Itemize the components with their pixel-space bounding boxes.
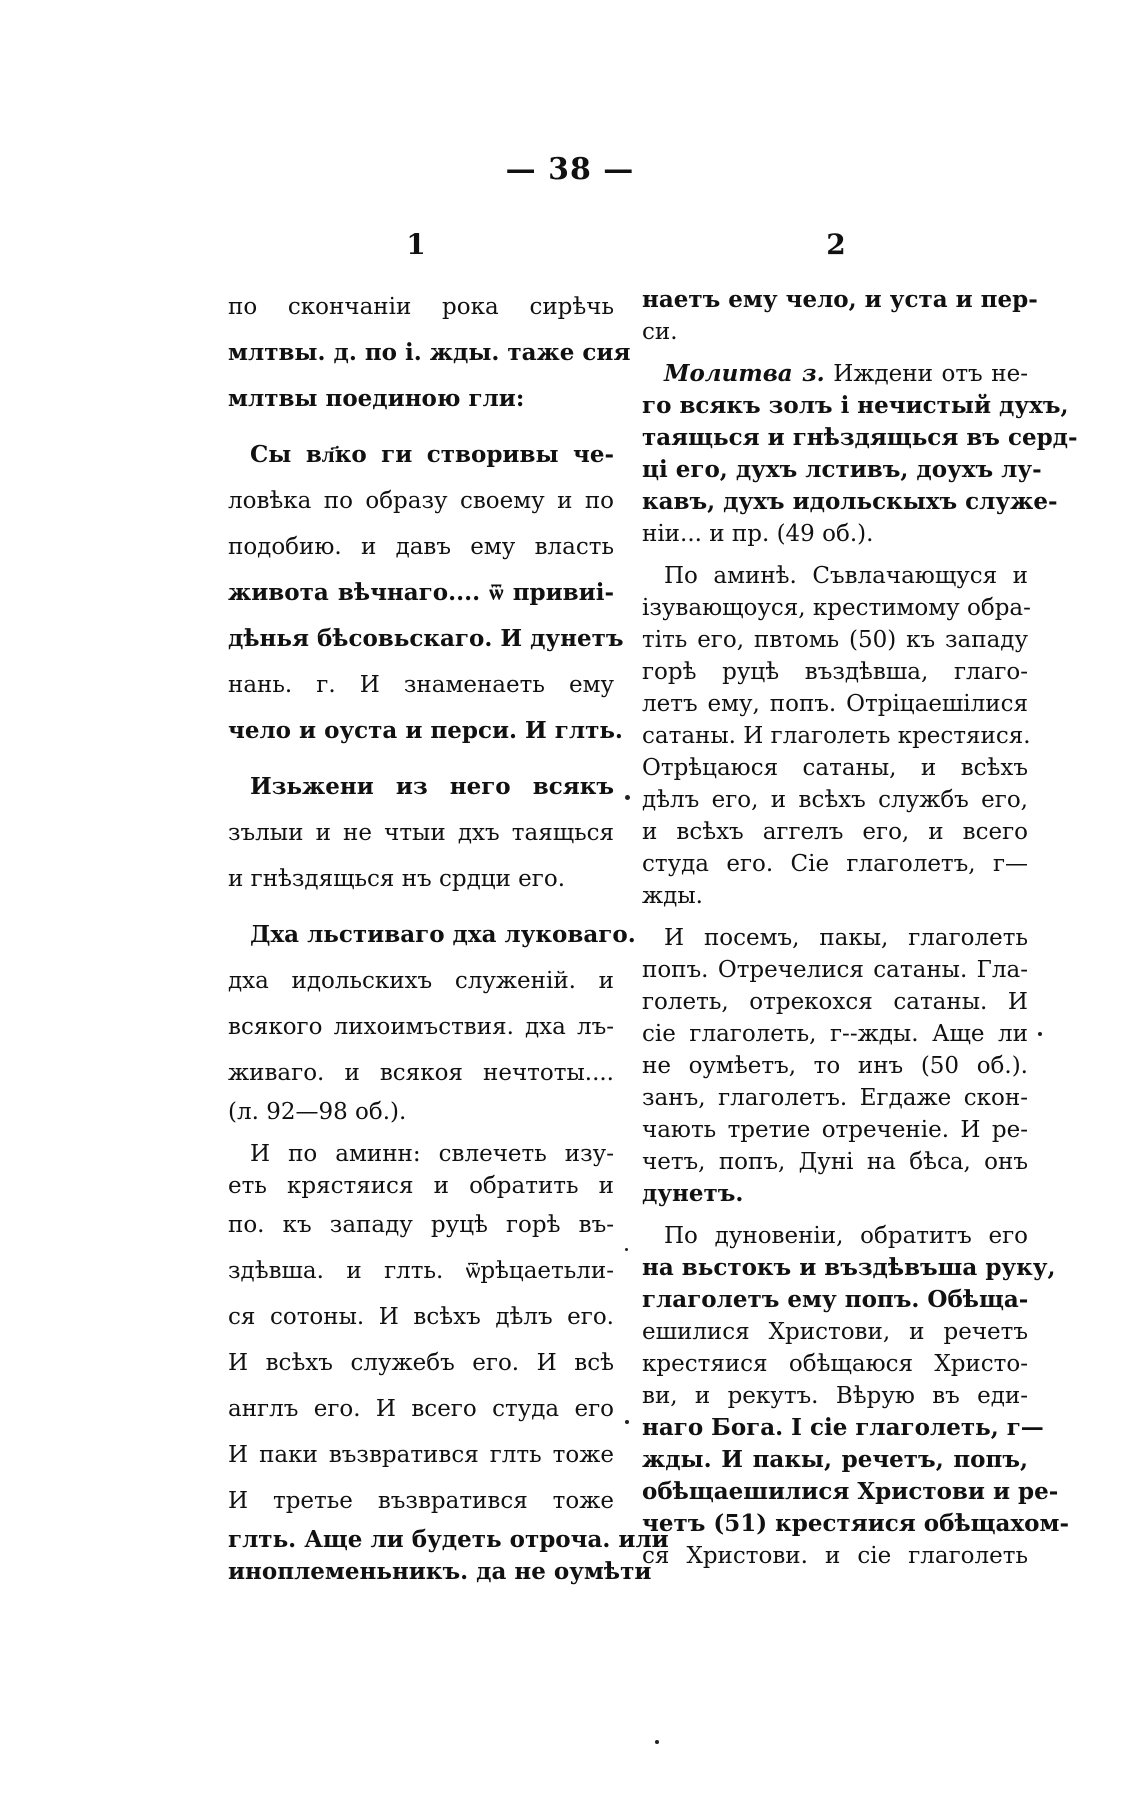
text-line: здѣвша. и глть. ѿрѣцаетьли-: [228, 1258, 614, 1284]
text-line: нань. г. И знаменаеть ему: [228, 672, 614, 698]
text-line: по. къ западу руцѣ горѣ въ-: [228, 1212, 614, 1238]
page-number: — 38 —: [505, 152, 635, 187]
text-line: Отрѣцаюся сатаны, и всѣхъ: [642, 755, 1028, 781]
text-line: ніи... и пр. (49 об.).: [642, 521, 874, 547]
ink-speck: [655, 1740, 659, 1744]
text-line: По дуновеніи, обратитъ его: [664, 1223, 1028, 1249]
text-line: еть крястяися и обратить и: [228, 1173, 614, 1199]
text-line: обѣщаешилися Христови и ре-: [642, 1478, 1059, 1505]
text-line: и всѣхъ аггелъ его, и всего: [642, 819, 1028, 845]
text-line: И паки възвратився глть тоже: [228, 1442, 614, 1468]
text-line: млтвы поединою гли:: [228, 385, 525, 412]
column-2-text: [642, 284, 1078, 1572]
column-1-text: [228, 284, 669, 1588]
text-line: живота вѣчнаго.... ѿ привиі-: [228, 579, 614, 606]
text-line: глть. Аще ли будеть отроча. или: [228, 1526, 669, 1553]
ink-speck: [625, 795, 630, 800]
text-line: зълыи и не чтыи дхъ таящься: [228, 820, 614, 846]
text-line: наго Бога. І сіе глаголеть, г—: [642, 1414, 1044, 1441]
text-line: го всякъ золъ і нечистый духъ,: [642, 392, 1069, 419]
text-line: И третье възвратився тоже: [228, 1488, 614, 1514]
text-line: ловѣка по образу своему и по: [228, 488, 614, 514]
column-number-1: 1: [406, 228, 426, 261]
text-line: По аминѣ. Съвлачающуся и: [664, 563, 1028, 589]
text-line: ся сотоны. И всѣхъ дѣлъ его.: [228, 1304, 614, 1330]
text-line: ці его, духъ лстивъ, доухъ лу-: [642, 456, 1042, 483]
text-line: Молитва з. Иждени отъ не-: [664, 360, 1028, 387]
text-line: наетъ ему чело, и уста и пер-: [642, 286, 1038, 313]
text-line: жды.: [642, 883, 703, 909]
text-line: Дха льстиваго дха луковаго.: [250, 921, 636, 948]
text-line: И всѣхъ служебъ его. И всѣ: [228, 1350, 614, 1376]
text-line: тіть его, пвтомь (50) къ западу: [642, 627, 1028, 653]
ink-speck: [625, 1248, 628, 1251]
text-line: всякого лихоимъствия. дха лъ-: [228, 1014, 614, 1040]
text-line: глаголетъ ему попъ. Обѣща-: [642, 1286, 1029, 1313]
text-line: подобию. и давъ ему власть: [228, 534, 614, 560]
text-line: на вьстокъ и въздѣвъша руку,: [642, 1254, 1056, 1281]
text-line: не оумѣетъ, то инъ (50 об.).: [642, 1053, 1028, 1079]
text-line: ся Христови. и сіе глаголеть: [642, 1543, 1028, 1569]
text-line: дѣлъ его, и всѣхъ службъ его,: [642, 787, 1028, 813]
text-line: занъ, глаголетъ. Егдаже скон-: [642, 1085, 1028, 1111]
text-line: сіе глаголеть, г--жды. Аще ли: [642, 1021, 1028, 1047]
text-line: млтвы. д. по і. жды. таже сия: [228, 339, 631, 366]
text-line: дѣнья бѣсовьскаго. И дунетъ: [228, 625, 624, 652]
text-line: И по аминн: свлечеть изу-: [250, 1141, 614, 1167]
text-line: по скончаніи рока сирѣчь: [228, 294, 614, 320]
text-line: попъ. Отречелися сатаны. Гла-: [642, 957, 1028, 983]
text-line: дха идольскихъ служеній. и: [228, 968, 614, 994]
text-line: кавъ, духъ идольскыхъ служе-: [642, 488, 1058, 515]
text-line: и гнѣздящься нъ срдци его.: [228, 866, 566, 892]
text-line: горѣ руцѣ въздѣвша, глаго-: [642, 659, 1028, 685]
text-line: ви, и рекутъ. Вѣрую въ еди-: [642, 1383, 1028, 1409]
text-line: И посемъ, пакы, глаголеть: [664, 925, 1028, 951]
text-line: чають третие отреченіе. И ре-: [642, 1117, 1028, 1143]
text-line: Сы вл҃ко ги створивы че-: [250, 441, 614, 468]
text-line: (л. 92—98 об.).: [228, 1099, 407, 1125]
text-line: летъ ему, попъ. Отріцаешілися: [642, 691, 1028, 717]
text-line: чело и оуста и перси. И глть.: [228, 717, 623, 744]
column-number-2: 2: [826, 228, 846, 261]
text-line: студа его. Сіе глаголетъ, г—: [642, 851, 1028, 877]
text-line: живаго. и всякоя нечтоты....: [228, 1060, 614, 1086]
ink-speck: [625, 1420, 629, 1424]
text-line: жды. И пакы, речетъ, попъ,: [642, 1446, 1028, 1473]
text-line: четъ (51) крестяися обѣщахом-: [642, 1510, 1070, 1537]
text-line: Изьжени из него всякъ: [250, 773, 614, 800]
text-line: иноплеменьникъ. да не оумѣти: [228, 1558, 652, 1585]
text-line: таящься и гнѣздящься въ серд-: [642, 424, 1078, 451]
text-line: си.: [642, 319, 678, 345]
text-line: крестяися обѣщаюся Христо-: [642, 1351, 1028, 1377]
text-line: ізувающоуся, крестимому обра-: [642, 595, 1031, 621]
prayer-heading: Молитва з.: [664, 360, 825, 387]
text-line: англъ его. И всего студа его: [228, 1396, 614, 1422]
ink-speck: [1038, 1032, 1042, 1036]
text-line: голеть, отрекохся сатаны. И: [642, 989, 1028, 1015]
text-line: дунетъ.: [642, 1180, 744, 1207]
text-line: сатаны. И глаголеть крестяися.: [642, 723, 1031, 749]
text-line: ешилися Христови, и речетъ: [642, 1319, 1028, 1345]
text-line: четъ, попъ, Дуні на бѣса, онъ: [642, 1149, 1028, 1175]
